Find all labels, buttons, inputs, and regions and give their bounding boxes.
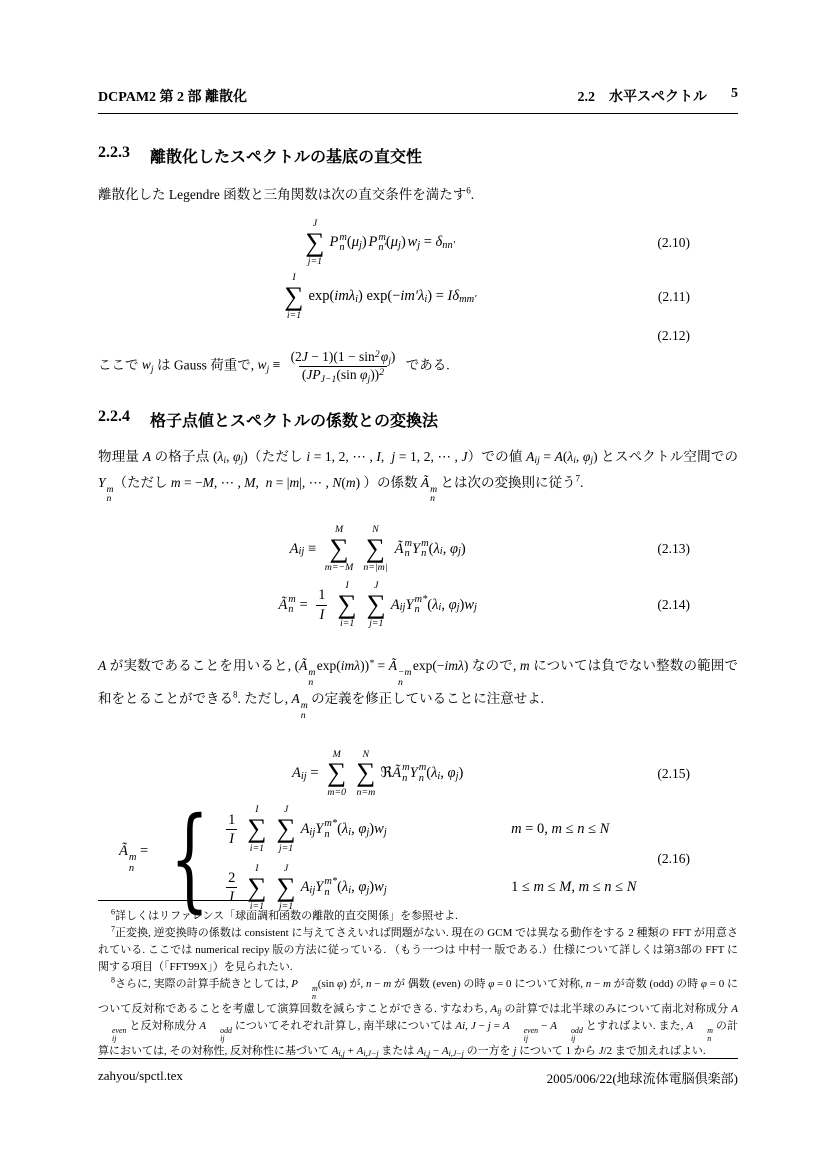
equation-2-12 [98, 323, 738, 349]
section-2-2-4-number: 2.2.4 [98, 407, 130, 425]
footnote-rule [98, 900, 256, 901]
page-header [98, 86, 738, 114]
section-2-2-3-title: 離散化したスペクトルの基底の直交性 [150, 149, 423, 166]
header-section-title: 2.2 水平スペクトル [577, 90, 707, 105]
equation-2-16-lhs: Ã m n = [118, 843, 152, 874]
footer-date-organization: 2005/006/22(地球流体電脳倶楽部) [546, 1071, 738, 1086]
equation-2-16-number: (2.16) [657, 850, 690, 866]
case-row-2-math: $\frac{2}{I}$ I ∑ i=1 J ∑ j=1 A ij Y m* n ( λ i , φ j ) w j [228, 862, 387, 912]
footnote-6: $^6$詳しくはリファレンス「球面調和函数の離散的直交関係」を参照せよ. [111, 907, 458, 922]
case-row-2-condition: 1 ≤ m ≤ M, m ≤ n ≤ N [511, 879, 637, 896]
paragraph-transform-intro: 物理量 A の格子点 ($\lambda_i$, $\varphi_j$)（ただし i = 1, 2, ⋯ , I, j = 1, 2, ⋯ , J）での値 $A_{ij} = A(\lambda_i$, $\varphi_j$) とスペクトル空間での Y m n （ただし m = −M, ⋯ , M, n = |m|, ⋯ , N(m) ）の係数 Ã m n とは次の変換則に従う$^7$. [98, 448, 739, 505]
footnotes-block [98, 900, 738, 1060]
equation-2-13 [98, 522, 738, 576]
equation-2-10 [98, 217, 738, 269]
footer-source-filename: zahyou/spctl.tex [98, 1068, 183, 1083]
case-row-1-math: $\frac{1}{I}$ I ∑ i=1 J ∑ j=1 A ij Y m* n ( λ i , φ j ) w j [228, 804, 387, 854]
equation-2-15 [98, 747, 738, 801]
equation-2-10-body: J ∑ j=1 P m n ( μ j ) P m n′ ( μ j ) w j = δ nn′ [305, 217, 456, 268]
equation-2-14-body: Ã m n = $\frac{1}{I}$ I ∑ i=1 J ∑ j=1 A ij Y m* n ( λ i , φ j ) w j [278, 579, 477, 630]
equation-2-11-number: (2.11) [657, 289, 690, 304]
equation-2-11-body: I ∑ i=1 exp( im λ i ) exp(− im′ λ i ) = I δ mm′ [284, 271, 477, 322]
section-2-2-3-heading [98, 144, 738, 167]
paragraph-orthogonality-intro: 離散化した Legendre 函数と三角関数は次の直交条件を満たす$^6$. [98, 185, 475, 202]
equation-2-13-number: (2.13) [657, 541, 690, 557]
equation-2-16 [98, 793, 738, 924]
equation-2-12-number: (2.12) [657, 328, 690, 343]
equation-2-14-number: (2.14) [657, 597, 690, 613]
paragraph-real-valued-note: A が実数であることを用いると, (Ã m n exp(imλ))* = Ã −m n exp(−imλ) なので, m については負でない整数の範囲で和をとることができる$^8$. ただし, A m n の定義を修正していることに注意せよ. [98, 658, 738, 721]
section-2-2-3-number: 2.2.3 [98, 144, 130, 161]
case-row-1 [221, 805, 636, 853]
header-page-number: 5 [731, 86, 738, 101]
equation-2-11 [98, 271, 738, 323]
page-content [98, 86, 739, 924]
equation-2-10-number: (2.10) [657, 235, 690, 250]
equation-2-15-body: A ij = M ∑ m=0 N ∑ n=m ℜ Ã m n Y m n ( λ i , φ j ) [292, 748, 464, 798]
header-part-title: DCPAM2 第 2 部 離散化 [98, 90, 248, 105]
equation-2-14 [98, 578, 738, 632]
footnote-7: $^7$正変換, 逆変換時の係数は consistent に与えてさえいれば問題がない. 現在の GCM では異なる動作をする 2 種類の FFT が用意されている. ここでは numerical recipy 版の方法に従っている. （もう一つは 中村一 版である.）仕様について詳しくは第3部の FFT に関する項目（「FFT99X」）を見られたい. [98, 924, 738, 973]
section-2-2-4-title: 格子点値とスペクトルの係数との変換法 [150, 412, 439, 430]
case-row-1-condition: m = 0, m ≤ n ≤ N [511, 821, 610, 838]
section-2-2-4-heading [98, 408, 738, 431]
page-footer [98, 1058, 738, 1087]
equation-2-13-body: A ij ≡ M ∑ m=−M N ∑ n=|m| Ã m n Y m n ( λ i , φ j ) [289, 523, 466, 574]
equation-2-15-number: (2.15) [657, 765, 690, 781]
equation-2-16-cases [221, 805, 636, 911]
paragraph-gauss-weight: ここで $w_j$ は Gauss 荷重で, $w_j$ ≡ $\frac{(2J - 1)(1 - \sin^2\varphi_j)}{(JP_{J-1}(\sin \varphi_j))^2}$ である. [98, 349, 450, 385]
cases-brace: { [169, 793, 210, 924]
footnote-8: $^8$さらに, 実際の計算手続きとしては, P m n (sin φ) が, n − m が 偶数 (even) の時 φ = 0 について対称, n − m が奇数 (odd) の時 φ = 0 について反対称であることを考慮して演算回数を減らすことができる. すなわち, $A_{ij}$ の計算では北半球のみについて南北対称成分 A even ij と反対称成分 A odd ij についてそれぞれ計算し, 南半球については Ai, J − j = A even ij − A odd ij とすればよい. また, A m n の計算においては, その対称性, 反対称性に基づいて $A_{i,j} + A_{i,J-j}$ または $A_{i,j} - A_{i,J-j}$ の一方を j について 1 から J/2 まで加えればよい. [98, 975, 739, 1058]
header-right [578, 86, 739, 106]
